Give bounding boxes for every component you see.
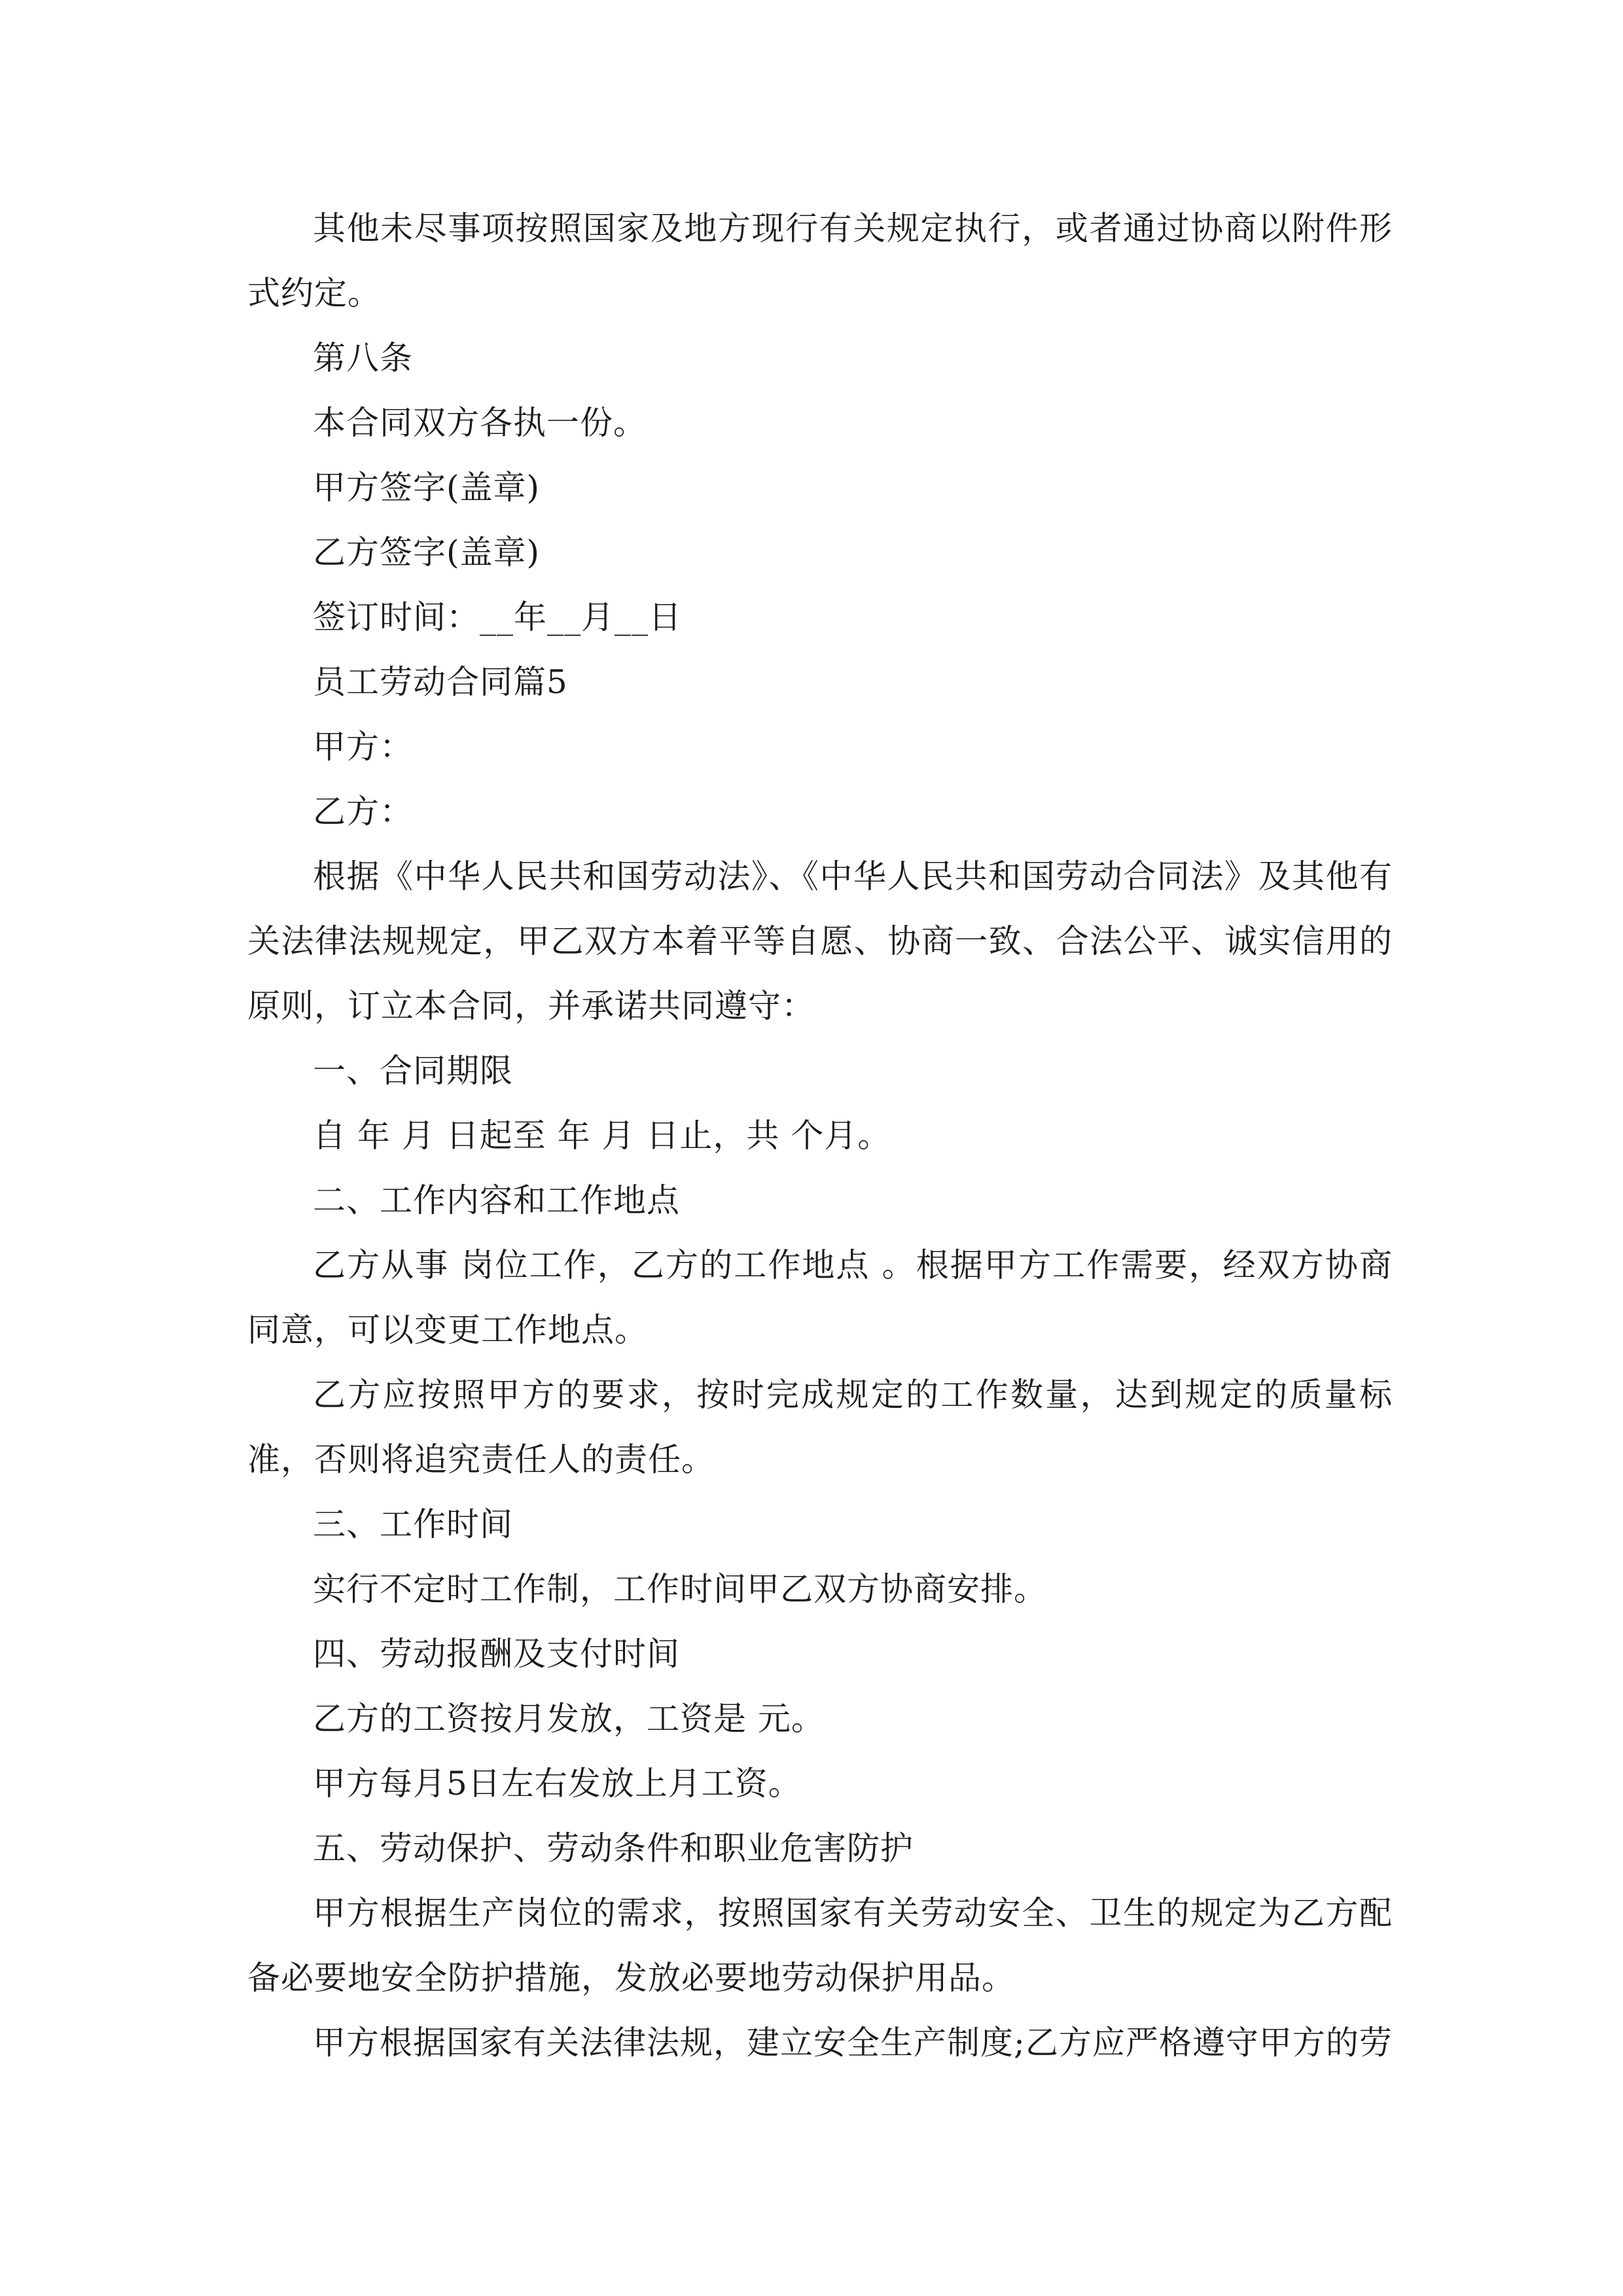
- paragraph-preamble: 根据《中华人民共和国劳动法》、《中华人民共和国劳动合同法》及其他有关法律法规规定，甲乙双方本着平等自愿、协商一致、合法公平、诚实信用的原则，订立本合同，并承诺共同遵守：: [247, 857, 1393, 1025]
- party-a-signature: 甲方签字(盖章): [313, 469, 541, 507]
- section-heading-pay: 四、劳动报酬及支付时间: [313, 1635, 680, 1673]
- party-a-label: 甲方：: [313, 728, 413, 766]
- paragraph-pay-date: 甲方每月5日左右发放上月工资。: [313, 1765, 802, 1803]
- party-b-signature: 乙方签字(盖章): [313, 533, 541, 571]
- contract-title: 员工劳动合同篇5: [313, 663, 568, 701]
- party-b-label: 乙方：: [313, 793, 413, 831]
- signing-date: 签订时间：__年__月__日: [313, 598, 682, 636]
- paragraph-term-dates: 自 年 月 日起至 年 月 日止，共 个月。: [313, 1117, 891, 1155]
- paragraph-work-location: 乙方从事 岗位工作，乙方的工作地点 。根据甲方工作需要，经双方协商同意，可以变更工作地点。: [247, 1246, 1393, 1349]
- paragraph-work-requirements: 乙方应按照甲方的要求，按时完成规定的工作数量，达到规定的质量标准，否则将追究责任人的责任。: [247, 1376, 1393, 1479]
- article-eight-heading: 第八条: [313, 339, 413, 377]
- section-heading-work-hours: 三、工作时间: [313, 1505, 513, 1543]
- paragraph-salary: 乙方的工资按月发放，工资是 元。: [313, 1700, 825, 1738]
- section-heading-work-content: 二、工作内容和工作地点: [313, 1181, 680, 1219]
- section-heading-protection: 五、劳动保护、劳动条件和职业危害防护: [313, 1829, 914, 1867]
- paragraph-safety-system: 甲方根据国家有关法律法规，建立安全生产制度;乙方应严格遵守甲方的劳: [313, 2024, 1393, 2062]
- paragraph-other-matters: 其他未尽事项按照国家及地方现行有关规定执行，或者通过协商以附件形式约定。: [247, 209, 1393, 312]
- paragraph-protection-equipment: 甲方根据生产岗位的需求，按照国家有关劳动安全、卫生的规定为乙方配备必要地安全防护措施，发放必要地劳动保护用品。: [247, 1894, 1393, 1997]
- paragraph-work-hours: 实行不定时工作制，工作时间甲乙双方协商安排。: [313, 1570, 1047, 1608]
- document-body: [247, 196, 1393, 2075]
- section-heading-term: 一、合同期限: [313, 1052, 513, 1090]
- paragraph-copies: 本合同双方各执一份。: [313, 404, 647, 442]
